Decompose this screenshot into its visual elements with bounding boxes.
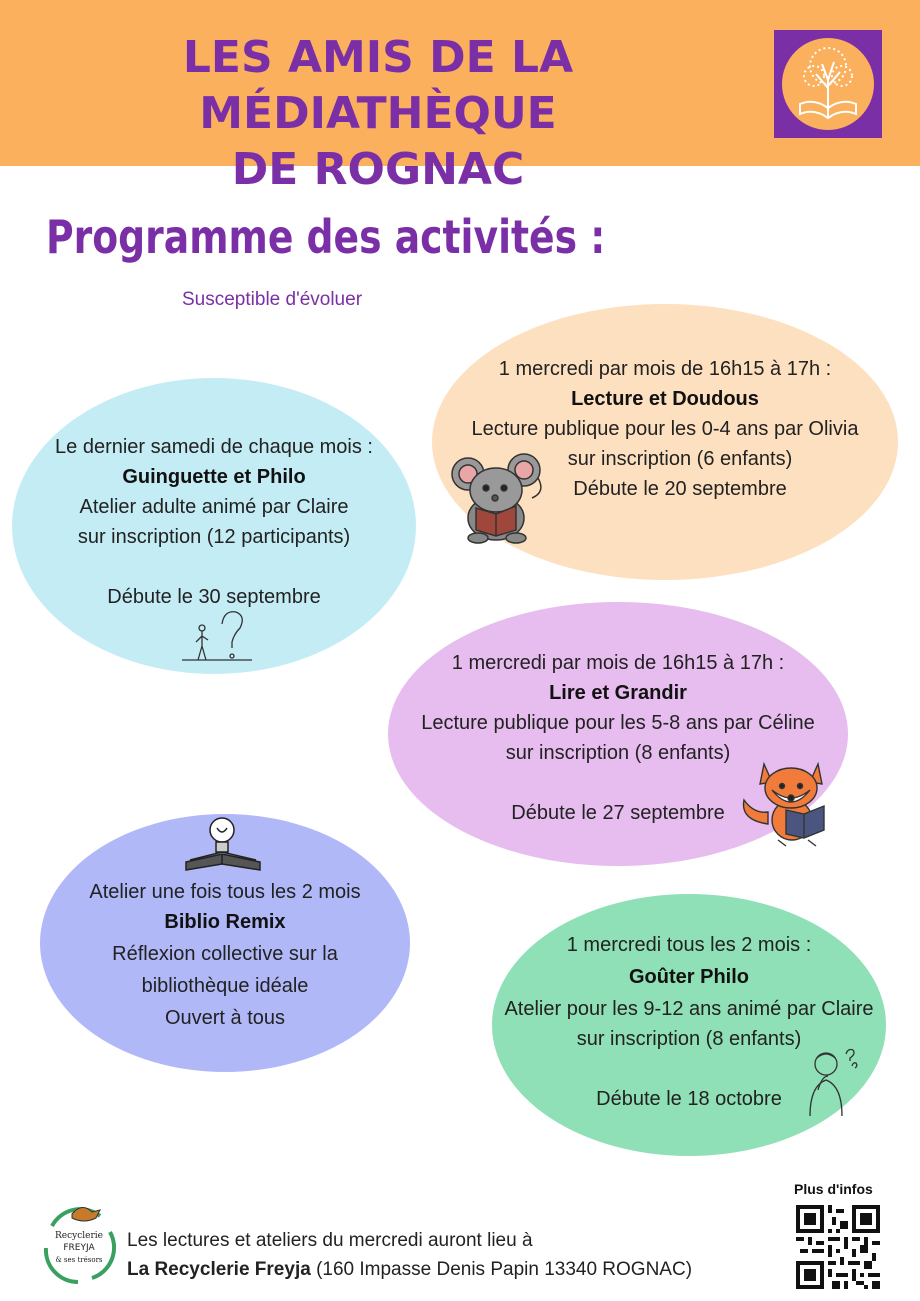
- activity-schedule: Atelier une fois tous les 2 mois: [89, 881, 361, 903]
- activity-schedule: 1 mercredi par mois de 16h15 à 17h :: [498, 358, 832, 380]
- activity-description-2: bibliothèque idéale: [141, 975, 309, 997]
- activity-start-date: Débute le 18 octobre: [596, 1088, 782, 1110]
- activity-audience: Ouvert à tous: [164, 1007, 286, 1029]
- activity-registration: sur inscription (12 participants): [77, 526, 351, 548]
- svg-text:FREYJA: FREYJA: [63, 1243, 95, 1253]
- activity-schedule: 1 mercredi tous les 2 mois :: [566, 934, 812, 956]
- lightbulb-book-icon: [184, 814, 262, 876]
- footer-address: (160 Impasse Denis Papin 13340 ROGNAC): [310, 1259, 693, 1280]
- activity-start-date: Débute le 27 septembre: [511, 802, 725, 824]
- activity-schedule: 1 mercredi par mois de 16h15 à 17h :: [451, 652, 785, 674]
- more-info-label: Plus d'infos: [794, 1181, 873, 1197]
- activity-name: Lecture et Doudous: [571, 388, 759, 410]
- header-banner: [0, 0, 920, 195]
- organization-title: [18, 30, 738, 198]
- activity-name: Lire et Grandir: [549, 682, 687, 704]
- reading-fox-icon: [738, 754, 830, 850]
- activity-registration: sur inscription (6 enfants): [567, 448, 793, 470]
- activity-description: Atelier pour les 9-12 ans animé par Claire: [504, 998, 874, 1020]
- activity-start-date: Débute le 30 septembre: [107, 586, 321, 608]
- title-line-1: LES AMIS DE LA MÉDIATHÈQUE: [182, 32, 574, 139]
- activity-registration: sur inscription (8 enfants): [505, 742, 731, 764]
- thinking-boy-icon: [800, 1046, 860, 1120]
- svg-text:Recyclerie: Recyclerie: [55, 1231, 103, 1241]
- footer-line-1: Les lectures et ateliers du mercredi auront lieu à: [127, 1230, 533, 1251]
- footer-venue: La Recyclerie Freyja: [127, 1259, 311, 1280]
- activity-start-date: Débute le 20 septembre: [573, 478, 787, 500]
- activity-name: Biblio Remix: [164, 911, 286, 933]
- qr-code-icon[interactable]: [796, 1205, 880, 1289]
- recyclerie-freyja-logo: [38, 1198, 120, 1286]
- activity-description: Lecture publique pour les 0-4 ans par Olivia: [471, 418, 859, 440]
- title-line-2: DE ROGNAC: [231, 144, 525, 195]
- activity-name: Guinguette et Philo: [122, 466, 306, 488]
- footer-note: [127, 1226, 692, 1284]
- activity-name: Goûter Philo: [629, 966, 749, 988]
- svg-text:& ses trésors: & ses trésors: [55, 1256, 103, 1264]
- question-figure-icon: [180, 606, 256, 664]
- program-subtitle: Susceptible d'évoluer: [182, 289, 363, 310]
- program-title: Programme des activités :: [46, 210, 606, 264]
- activity-registration: sur inscription (8 enfants): [576, 1028, 802, 1050]
- activity-description: Lecture publique pour les 5-8 ans par Céline: [421, 712, 815, 734]
- reading-mouse-icon: [446, 448, 550, 544]
- tree-book-icon: [774, 30, 882, 138]
- activity-description: Atelier adulte animé par Claire: [79, 496, 349, 518]
- activity-description: Réflexion collective sur la: [112, 943, 338, 965]
- activity-schedule: Le dernier samedi de chaque mois :: [55, 436, 373, 458]
